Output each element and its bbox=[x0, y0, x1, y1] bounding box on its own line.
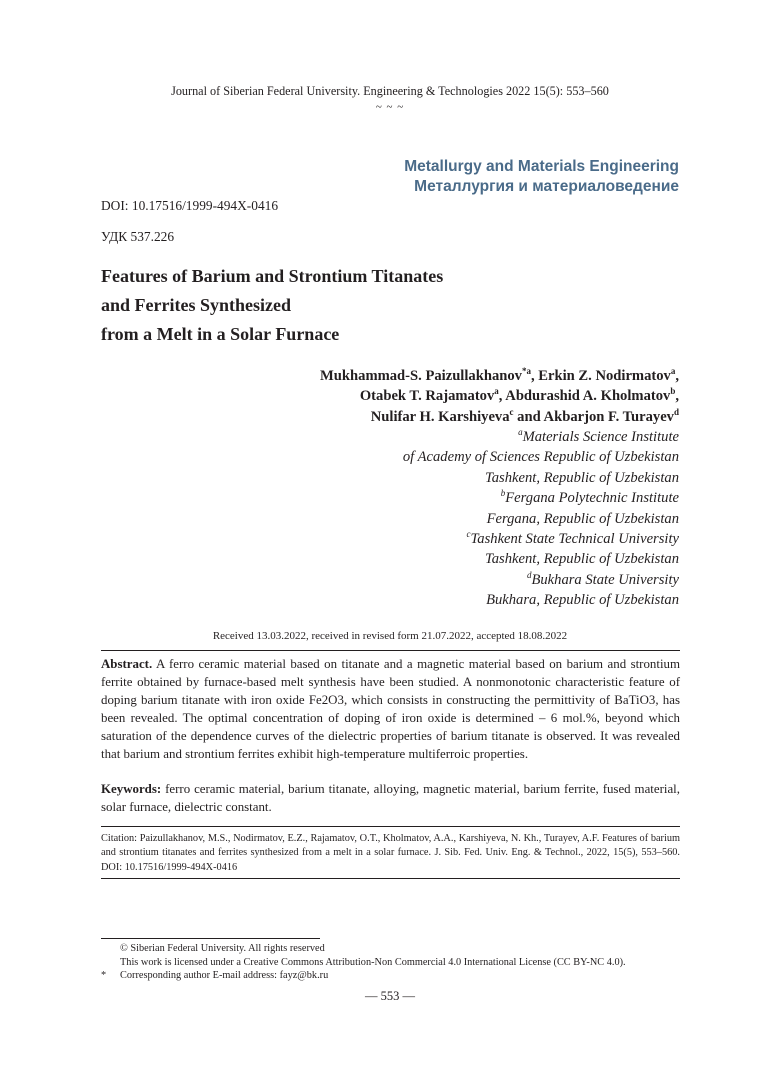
author-separator: , bbox=[675, 388, 679, 405]
author-line bbox=[320, 407, 679, 427]
author-name: Erkin Z. Nodirmatov bbox=[538, 368, 671, 384]
section-heading bbox=[404, 157, 679, 197]
udk-line: УДК 537.226 bbox=[101, 229, 175, 244]
affiliation-name: Bukhara, Republic of Uzbekistan bbox=[486, 592, 679, 609]
abstract bbox=[101, 655, 680, 764]
page-number: — 553 — bbox=[365, 989, 415, 1003]
affiliation-name: Fergana Polytechnic Institute bbox=[505, 490, 679, 507]
author-name: Otabek T. Rajamatov bbox=[359, 388, 495, 405]
affiliation-name: Fergana, Republic of Uzbekistan bbox=[486, 510, 679, 527]
author-name: Akbarjon F. Turayev bbox=[543, 408, 674, 425]
affiliation-line bbox=[403, 509, 679, 529]
affiliation-list bbox=[403, 427, 679, 611]
divider bbox=[101, 878, 680, 879]
corresponding-email: Corresponding author E-mail address: fayz@bk.ru bbox=[120, 970, 329, 981]
author-name: Nulifar H. Karshiyeva bbox=[370, 408, 510, 425]
author-affiliation-mark: d bbox=[673, 406, 679, 417]
author-separator: and bbox=[513, 408, 544, 425]
author-line bbox=[320, 386, 679, 406]
section-title-en: Metallurgy and Materials Engineering bbox=[404, 158, 679, 175]
license-note: This work is licensed under a Creative Commons Attribution-Non Commercial 4.0 International License (CC BY-NC 4.0). bbox=[120, 956, 626, 968]
affiliation-line bbox=[403, 549, 679, 569]
corresponding-note bbox=[101, 969, 701, 983]
title-line: Features of Barium and Strontium Titanates bbox=[101, 266, 444, 286]
copyright-note: © Siberian Federal University. All rights reserved bbox=[120, 943, 325, 954]
author-affiliation-mark: a bbox=[494, 386, 499, 397]
author-affiliation-mark: c bbox=[509, 406, 514, 417]
author-affiliation-mark: a bbox=[670, 366, 676, 377]
affiliation-name: of Academy of Sciences Republic of Uzbekistan bbox=[402, 449, 679, 466]
divider bbox=[101, 650, 680, 651]
author-name: Abdurashid A. Kholmatov bbox=[505, 388, 671, 405]
author-separator: , bbox=[498, 388, 506, 405]
article-title bbox=[101, 262, 443, 349]
author-separator: , bbox=[530, 368, 539, 384]
affiliation-name: Tashkent, Republic of Uzbekistan bbox=[484, 551, 679, 568]
title-line: and Ferrites Synthesized bbox=[101, 295, 291, 315]
affiliation-line bbox=[403, 529, 679, 549]
affiliation-line bbox=[403, 468, 679, 488]
affiliation-name: Materials Science Institute bbox=[522, 429, 679, 445]
affiliation-mark: a bbox=[518, 427, 523, 438]
affiliation-line bbox=[403, 590, 679, 610]
affiliation-line bbox=[403, 447, 679, 467]
abstract-text: A ferro ceramic material based on titanate and a magnetic material based on barium and strontium ferrite obtained by furnace-based melt synthesis have been studied. A nonmonotonic characteristic feature of doping barium titanate with iron oxide Fe2O3, which consists in constructing the permittivity of BaTiO3, has been revealed. The optimal concentration of doping of iron oxide is determined – 6 mol.%, beyond which saturation of the dependence curves of the dielectric properties of barium titanate is observed. It was revealed that barium and strontium ferrites exhibit high-temperature multiferroic properties. bbox=[101, 657, 680, 762]
title-line: from a Melt in a Solar Furnace bbox=[101, 324, 340, 344]
asterisk-mark: * bbox=[101, 970, 107, 981]
received-dates: Received 13.03.2022, received in revised form 21.07.2022, accepted 18.08.2022 bbox=[212, 630, 568, 642]
footnotes bbox=[101, 942, 701, 983]
citation: Citation: Paizullakhanov, M.S., Nodirmatov, E.Z., Rajamatov, O.T., Kholmatov, A.A., Karshiyeva, N. Kh., Turayev, A.F. Features of barium and strontium titanates and ferrites synthesized from a melt in a solar furnace. J. Sib. Fed. Univ. Eng. & Technol., 2022, 15(5), 553–560. DOI: 10.17516/1999-494X-0416 bbox=[101, 833, 680, 873]
author-line bbox=[320, 366, 679, 386]
abstract-label: Abstract. bbox=[101, 657, 153, 671]
affiliation-line bbox=[403, 427, 679, 447]
keywords-label: Keywords: bbox=[101, 782, 162, 796]
section-title-ru: Металлургия и материаловедение bbox=[414, 178, 679, 195]
affiliation-name: Tashkent State Technical University bbox=[470, 531, 679, 548]
keywords bbox=[101, 780, 680, 816]
author-affiliation-mark: *a bbox=[521, 366, 531, 377]
footnote-divider bbox=[101, 938, 320, 939]
header-ornament: ~ ~ ~ bbox=[375, 101, 405, 113]
author-list bbox=[320, 366, 679, 427]
affiliation-mark: d bbox=[526, 569, 532, 580]
affiliation-mark: c bbox=[466, 529, 471, 540]
doi-line: DOI: 10.17516/1999-494X-0416 bbox=[101, 198, 279, 213]
affiliation-name: Bukhara State University bbox=[531, 571, 679, 588]
affiliation-name: Tashkent, Republic of Uzbekistan bbox=[484, 469, 679, 486]
journal-header: Journal of Siberian Federal University. Engineering & Technologies 2022 15(5): 553–560 bbox=[171, 84, 609, 98]
author-separator: , bbox=[675, 368, 679, 384]
author-name: Mukhammad-S. Paizullakhanov bbox=[320, 368, 522, 384]
affiliation-line bbox=[403, 570, 679, 590]
keywords-text: ferro ceramic material, barium titanate, alloying, magnetic material, barium ferrite, fused material, solar furnace, dielectric constant. bbox=[101, 782, 680, 815]
divider bbox=[101, 826, 680, 827]
author-affiliation-mark: b bbox=[670, 386, 676, 397]
affiliation-line bbox=[403, 488, 679, 508]
affiliation-mark: b bbox=[500, 488, 506, 499]
